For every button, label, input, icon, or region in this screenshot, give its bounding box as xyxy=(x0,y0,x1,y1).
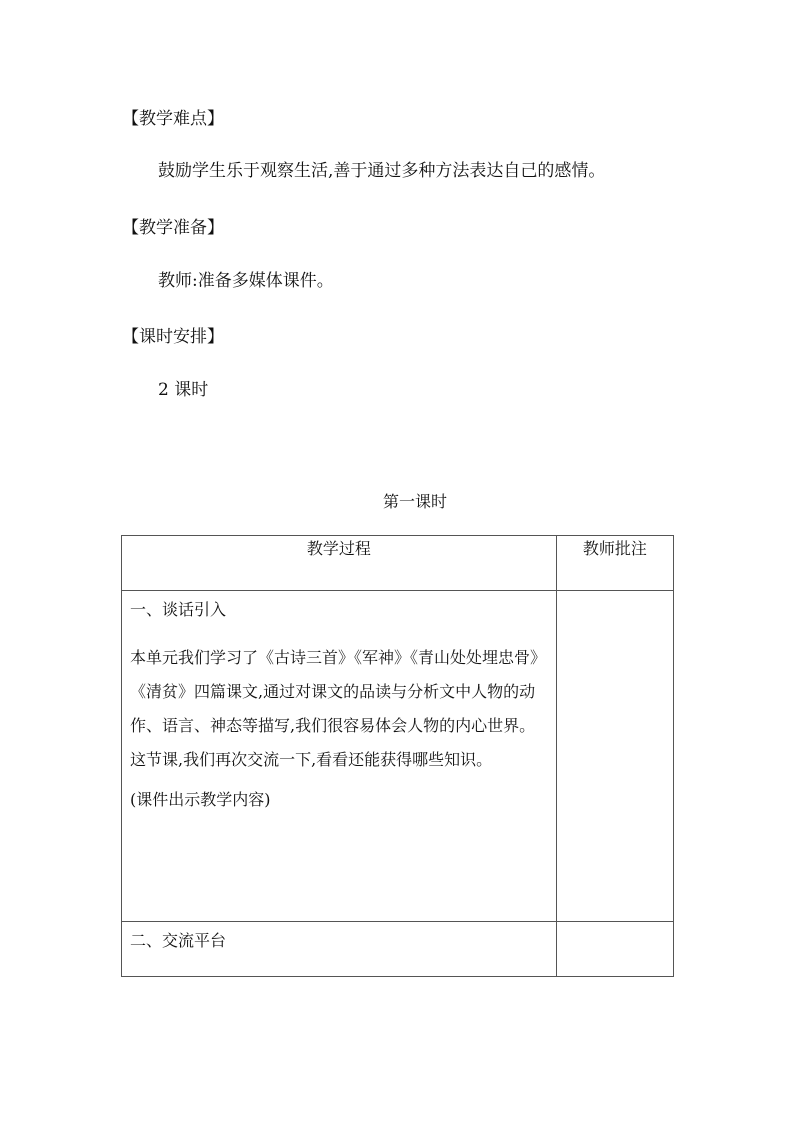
section-title: 二、交流平台 xyxy=(130,931,227,950)
teacher-note-cell xyxy=(556,591,673,922)
process-cell xyxy=(122,922,557,977)
table-row xyxy=(122,591,674,922)
lesson-plan-table xyxy=(121,535,674,977)
section-note: (课件出示教学内容) xyxy=(130,790,271,809)
teacher-note-cell xyxy=(556,922,673,977)
header-teacher-notes: 教师批注 xyxy=(556,536,673,591)
header-teaching-process: 教学过程 xyxy=(122,536,557,591)
section-title: 一、谈话引入 xyxy=(130,600,227,619)
section-body: 本单元我们学习了《古诗三首》《军神》《青山处处埋忠骨》《清贫》四篇课文,通过对课文的品读与分析文中人物的动作、语言、神态等描写,我们很容易体会人物的内心世界。这节课,我们再次交流一下,看看还能获得哪些知识。 xyxy=(130,648,547,769)
text-teaching-difficulty: 鼓励学生乐于观察生活,善于通过多种方法表达自己的感情。 xyxy=(158,161,606,181)
text-class-schedule: 2 课时 xyxy=(158,380,209,400)
table-header-row xyxy=(122,536,674,591)
heading-teaching-preparation: 【教学准备】 xyxy=(122,218,224,238)
heading-teaching-difficulty: 【教学难点】 xyxy=(122,109,224,129)
lesson-title-text: 第一课时 xyxy=(382,492,447,511)
text-teaching-preparation: 教师:准备多媒体课件。 xyxy=(158,271,334,291)
heading-class-schedule: 【课时安排】 xyxy=(122,327,224,347)
lesson-title xyxy=(0,491,794,513)
table-row xyxy=(122,922,674,977)
process-cell xyxy=(122,591,557,922)
